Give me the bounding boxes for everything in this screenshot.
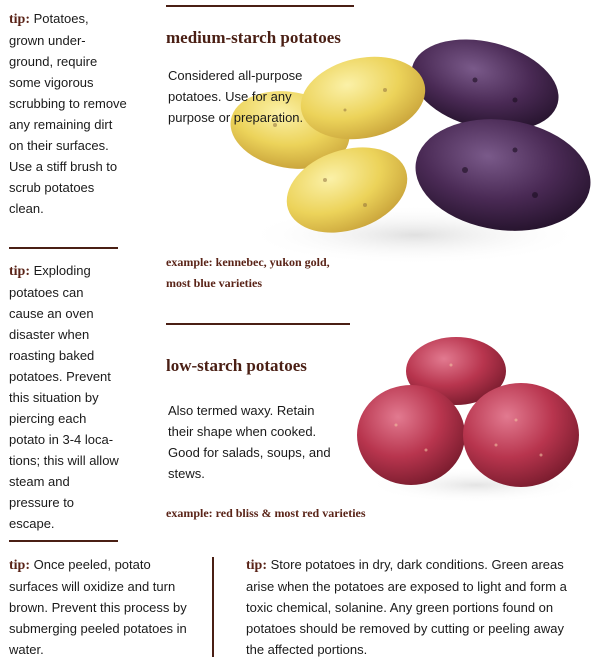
rule-mid-right (166, 323, 350, 325)
tip-label: tip: (9, 12, 30, 27)
example-line: most blue varieties (166, 276, 262, 290)
medium-starch-example (166, 252, 330, 294)
medium-starch-heading: medium-starch potatoes (166, 28, 341, 47)
tip-exploding (9, 260, 121, 534)
tip-oxidize (9, 554, 199, 660)
red-potato (357, 385, 465, 485)
tip-text: Once peeled, potato surfaces will oxidize and turn brown. Prevent this process by submerging peeled potatoes in water. (9, 557, 187, 657)
tip-label: tip: (9, 264, 30, 279)
tip-text: Potatoes, grown under-ground, require some vigorous scrubbing to remove any remaining dirt on their surfaces. Use a stiff brush to scrub potatoes clean. (9, 11, 127, 216)
low-starch-potatoes-image (356, 335, 596, 505)
tip-text: Store potatoes in dry, dark conditions. Green areas arise when the potatoes are exposed to light and form a toxic chemical, solanine. Any green portions found on potatoes should be removed by cutting or peeling away the affected portions. (246, 557, 567, 657)
rule-vertical-bottom (212, 557, 214, 657)
tip-label: tip: (246, 558, 267, 573)
low-starch-example: example: red bliss & most red varieties (166, 506, 366, 520)
rule-top-right (166, 5, 354, 7)
rule-left-2 (9, 540, 118, 542)
tip-label: tip: (9, 558, 30, 573)
red-potato (463, 383, 579, 487)
tip-scrubbing (9, 8, 127, 219)
rule-left-1 (9, 247, 118, 249)
example-line: example: kennebec, yukon gold, (166, 255, 330, 269)
tip-storage (246, 554, 581, 660)
low-starch-description: Also termed waxy. Retain their shape when cooked. Good for salads, soups, and stews. (168, 403, 331, 481)
medium-starch-description: Considered all-purpose potatoes. Use for any purpose or preparation. (168, 68, 304, 125)
low-starch-heading: low-starch potatoes (166, 356, 307, 375)
tip-text: Exploding potatoes can cause an oven disaster when roasting baked potatoes. Prevent this situation by piercing each potato in 3-4 loca-tions; this will allow steam and pressure to escape. (9, 263, 119, 531)
